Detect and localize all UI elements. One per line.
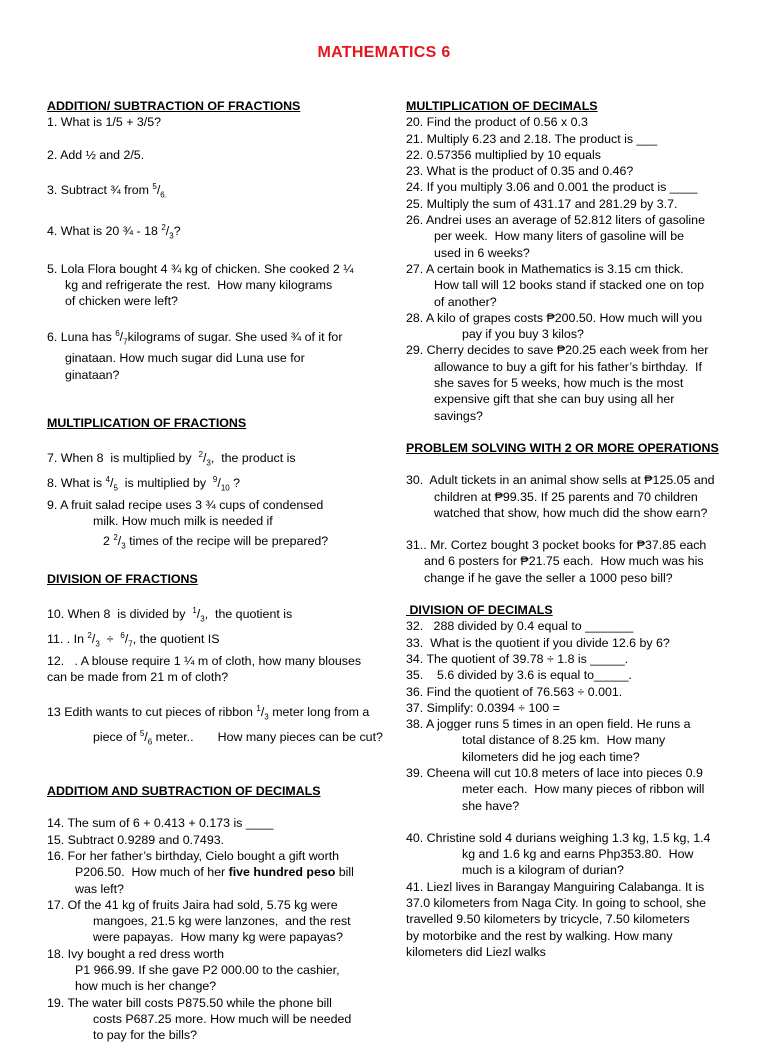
question-16-line: P206.50. How much of her five hundred peso bill	[75, 865, 354, 880]
question-31: 31.. Mr. Cortez bought 3 pocket books for ₱37.85 each	[406, 538, 707, 553]
question-27-line: How tall will 12 books stand if stacked one on top	[434, 278, 704, 293]
question-8: 8. What is $^4/_5$ is multiplied by $^9/_{10}$ ?	[47, 475, 241, 493]
question-3: 3. Subtract ¾ from $^5/_{6.}$	[47, 181, 167, 200]
left-column	[47, 98, 395, 1044]
question-18: 18. Ivy bought a red dress worth	[47, 946, 225, 961]
question-12: 12. . A blouse require 1 ¼ m of cloth, how many blouses	[47, 653, 362, 668]
question-24: 24. If you multiply 3.06 and 0.001 the product is ____	[406, 180, 698, 195]
question-34: 34. The quotient of 39.78 ÷ 1.8 is _____.	[406, 651, 629, 666]
question-9-line: 2 $^2/_3$ times of the recipe will be prepared?	[103, 532, 329, 551]
section-heading: ADDITIOM AND SUBTRACTION OF DECIMALS	[47, 784, 321, 799]
question-26: 26. Andrei uses an average of 52.812 liters of gasoline	[406, 213, 705, 228]
question-40: 40. Christine sold 4 durians weighing 1.3 kg, 1.5 kg, 1.4	[406, 830, 711, 845]
question-27-line: of another?	[434, 294, 497, 309]
question-41: 41. Liezl lives in Barangay Manguiring Calabanga. It is	[406, 879, 705, 894]
question-17-line: mangoes, 21.5 kg were lanzones, and the rest	[93, 914, 351, 929]
question-23: 23. What is the product of 0.35 and 0.46?	[406, 164, 634, 179]
question-9: 9. A fruit salad recipe uses 3 ¾ cups of condensed	[47, 498, 324, 513]
question-38: 38. A jogger runs 5 times in an open field. He runs a	[406, 717, 691, 732]
question-36: 36. Find the quotient of 76.563 ÷ 0.001.	[406, 684, 623, 699]
question-17: 17. Of the 41 kg of fruits Jaira had sold, 5.75 kg were	[47, 897, 338, 912]
question-1: 1. What is 1/5 + 3/5?	[47, 115, 161, 130]
question-4: 4. What is 20 ¾ - 18 $^2/_3$?	[47, 222, 181, 241]
question-5-line: kg and refrigerate the rest. How many kilograms	[65, 277, 333, 292]
page-title: MATHEMATICS 6	[317, 44, 451, 61]
section-heading: MULTIPLICATION OF FRACTIONS	[47, 416, 247, 431]
question-29-line: savings?	[434, 408, 483, 423]
question-33: 33. What is the quotient if you divide 12.6 by 6?	[406, 635, 670, 650]
question-32: 32. 288 divided by 0.4 equal to _______	[406, 619, 634, 634]
section-heading: DIVISION OF FRACTIONS	[47, 571, 198, 586]
question-7: 7. When 8 is multiplied by $^2/_3$, the product is	[47, 450, 296, 468]
question-11: 11. . In $^2/_3 \div ^6/_7$, the quotient IS	[47, 630, 220, 649]
question-30-line: watched that show, how much did the show earn?	[434, 505, 708, 520]
question-31-line: and 6 posters for ₱21.75 each. How much was his	[424, 554, 704, 569]
question-29-line: expensive gift that she can buy using all her	[434, 392, 675, 407]
question-5-line: of chicken were left?	[65, 294, 178, 309]
question-16-line: was left?	[75, 881, 124, 896]
question-41-line: by motorbike and the rest by walking. How many	[406, 928, 673, 943]
question-19: 19. The water bill costs P875.50 while the phone bill	[47, 995, 332, 1010]
question-25: 25. Multiply the sum of 431.17 and 281.29 by 3.7.	[406, 196, 678, 211]
question-40-line: much is a kilogram of durian?	[462, 863, 624, 878]
question-38-line: total distance of 8.25 km. How many	[462, 733, 666, 748]
section-heading: MULTIPLICATION OF DECIMALS	[406, 99, 598, 113]
question-17-line: were papayas. How many kg were papayas?	[93, 930, 344, 945]
question-39: 39. Cheena will cut 10.8 meters of lace into pieces 0.9	[406, 765, 703, 780]
question-28-line: pay if you buy 3 kilos?	[462, 327, 584, 342]
question-5: 5. Lola Flora bought 4 ¾ kg of chicken. She cooked 2 ¼	[47, 261, 354, 276]
question-27: 27. A certain book in Mathematics is 3.15 cm thick.	[406, 261, 684, 276]
section-heading: DIVISION OF DECIMALS	[406, 603, 553, 618]
question-6-line: ginataan. How much sugar did Luna use for	[65, 351, 305, 366]
question-20: 20. Find the product of 0.56 x 0.3	[406, 115, 588, 130]
right-column	[406, 98, 736, 960]
question-15: 15. Subtract 0.9289 and 0.7493.	[47, 832, 225, 847]
question-28: 28. A kilo of grapes costs ₱200.50. How much will you	[406, 310, 703, 325]
question-35: 35. 5.6 divided by 3.6 is equal to_____.	[406, 668, 632, 683]
question-41-line: travelled 9.50 kilometers by tricycle, 7.50 kilometers	[406, 912, 690, 927]
question-30-line: children at ₱99.35. If 25 parents and 70 children	[434, 489, 698, 504]
question-26-line: used in 6 weeks?	[434, 245, 530, 260]
section-heading: ADDITION/ SUBTRACTION OF FRACTIONS	[47, 99, 301, 113]
question-16: 16. For her father’s birthday, Cielo bought a gift worth	[47, 848, 340, 863]
question-38-line: kilometers did he jog each time?	[462, 749, 640, 764]
question-18-line: how much is her change?	[75, 979, 217, 994]
question-29: 29. Cherry decides to save ₱20.25 each week from her	[406, 343, 709, 358]
question-13-line: piece of $^5/_6$ meter.. How many pieces can be cut?	[93, 729, 383, 747]
question-10: 10. When 8 is divided by $^1/_3$, the quotient is	[47, 605, 293, 624]
question-40-line: kg and 1.6 kg and earns Php353.80. How	[462, 847, 694, 862]
question-19-line: costs P687.25 more. How much will be needed	[93, 1011, 352, 1026]
question-39-line: she have?	[462, 798, 520, 813]
question-6-line: ginataan?	[65, 367, 120, 382]
question-22: 22. 0.57356 multiplied by 10 equals	[406, 147, 601, 162]
question-18-line: P1 966.99. If she gave P2 000.00 to the cashier,	[75, 963, 340, 978]
section-heading: PROBLEM SOLVING WITH 2 OR MORE OPERATIONS	[406, 440, 719, 455]
question-29-line: she saves for 5 weeks, how much is the most	[434, 376, 684, 391]
question-39-line: meter each. How many pieces of ribbon will	[462, 782, 705, 797]
question-12-line: can be made from 21 m of cloth?	[47, 669, 229, 684]
question-30: 30. Adult tickets in an animal show sells at ₱125.05 and	[406, 473, 715, 488]
question-31-line: change if he gave the seller a 1000 peso bill?	[424, 570, 673, 585]
question-19-line: to pay for the bills?	[93, 1028, 198, 1043]
question-37: 37. Simplify: 0.0394 ÷ 100 =	[406, 700, 560, 715]
question-26-line: per week. How many liters of gasoline will be	[434, 229, 684, 244]
question-9-line: milk. How much milk is needed if	[93, 514, 273, 529]
question-13: 13 Edith wants to cut pieces of ribbon $^1/_3$ meter long from a	[47, 704, 370, 722]
question-2: 2. Add ½ and 2/5.	[47, 147, 145, 162]
question-14: 14. The sum of 6 + 0.413 + 0.173 is ____	[47, 816, 274, 831]
question-6: 6. Luna has $^6/_7kilograms$ of sugar. She used ¾ of it for	[47, 328, 343, 347]
question-41-line: 37.0 kilometers from Naga City. In going to school, she	[406, 896, 707, 911]
question-29-line: allowance to buy a gift for his father’s birthday. If	[434, 359, 702, 374]
question-21: 21. Multiply 6.23 and 2.18. The product is ___	[406, 131, 658, 146]
question-41-line: kilometers did Liezl walks	[406, 944, 546, 959]
